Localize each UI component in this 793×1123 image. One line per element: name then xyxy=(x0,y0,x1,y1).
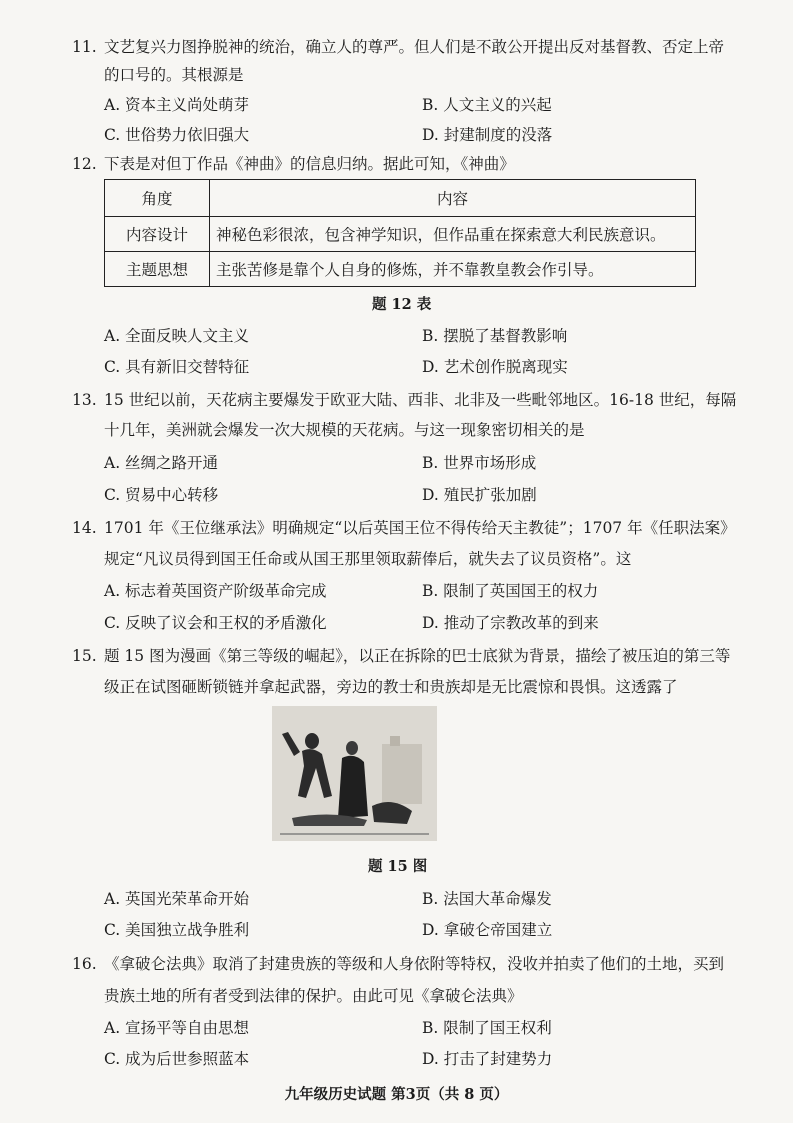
option-d[interactable]: D. 艺术创作脱离现实 xyxy=(422,358,568,376)
table-row xyxy=(105,217,696,252)
option-c[interactable]: C. 成为后世参照蓝本 xyxy=(104,1050,250,1068)
question-text: 题 15 图为漫画《第三等级的崛起》，以正在拆除的巴士底狱为背景，描绘了被压迫的第三等 xyxy=(104,647,731,665)
page-footer: 九年级历史试题 第3页（共 8 页） xyxy=(284,1086,509,1103)
option-b[interactable]: B. 摆脱了基督教影响 xyxy=(422,327,568,345)
option-a[interactable]: A. 资本主义尚处萌芽 xyxy=(104,96,250,114)
cartoon-image xyxy=(272,706,437,841)
option-a[interactable]: A. 标志着英国资产阶级革命完成 xyxy=(104,582,327,600)
option-a[interactable]: A. 丝绸之路开通 xyxy=(104,454,219,472)
question-text: 十几年，美洲就会爆发一次大规模的天花病。与这一现象密切相关的是 xyxy=(104,421,585,439)
question-text: 级正在试图砸断锁链并拿起武器，旁边的教士和贵族却是无比震惊和畏惧。这透露了 xyxy=(104,678,678,696)
question-text: 15 世纪以前，天花病主要爆发于欧亚大陆、西非、北非及一些毗邻地区。16-18 世纪，每隔 xyxy=(104,391,737,409)
table-row xyxy=(105,252,696,287)
question-text: 下表是对但丁作品《神曲》的信息归纳。据此可知，《神曲》 xyxy=(104,155,515,173)
option-c[interactable]: C. 世俗势力依旧强大 xyxy=(104,126,250,144)
option-a[interactable]: A. 宣扬平等自由思想 xyxy=(104,1019,250,1037)
table-cell: 主张苦修是靠个人自身的修炼，并不靠教皇教会作引导。 xyxy=(210,252,696,287)
option-c[interactable]: C. 反映了议会和王权的矛盾激化 xyxy=(104,614,327,632)
table-cell: 主题思想 xyxy=(105,252,210,287)
question-text: 贵族土地的所有者受到法律的保护。由此可见《拿破仑法典》 xyxy=(104,987,523,1005)
question-text: 的口号的。其根源是 xyxy=(104,66,244,84)
option-d[interactable]: D. 封建制度的没落 xyxy=(422,126,553,144)
table-header: 内容 xyxy=(210,180,696,217)
question-text: 《拿破仑法典》取消了封建贵族的等级和人身依附等特权，没收并拍卖了他们的土地，买到 xyxy=(104,955,725,973)
option-a[interactable]: A. 英国光荣革命开始 xyxy=(104,890,250,908)
option-d[interactable]: D. 推动了宗教改革的到来 xyxy=(422,614,599,632)
question-number: 16. xyxy=(72,955,97,973)
question-number: 13. xyxy=(72,391,97,409)
table-cell: 内容设计 xyxy=(105,217,210,252)
question-number: 14. xyxy=(72,519,97,537)
option-b[interactable]: B. 人文主义的兴起 xyxy=(422,96,552,114)
option-b[interactable]: B. 世界市场形成 xyxy=(422,454,537,472)
option-d[interactable]: D. 殖民扩张加剧 xyxy=(422,486,537,504)
table-header-row xyxy=(105,180,696,217)
question-number: 15. xyxy=(72,647,97,665)
option-d[interactable]: D. 打击了封建势力 xyxy=(422,1050,553,1068)
option-c[interactable]: C. 美国独立战争胜利 xyxy=(104,921,250,939)
question-number: 11. xyxy=(72,38,97,56)
table-caption: 题 12 表 xyxy=(372,296,432,313)
question-text: 1701 年《王位继承法》明确规定“以后英国王位不得传给天主教徒”；1707 年《任职法案》 xyxy=(104,519,736,537)
question-text: 文艺复兴力图挣脱神的统治，确立人的尊严。但人们是不敢公开提出反对基督教、否定上帝 xyxy=(104,38,725,56)
info-table xyxy=(104,179,696,287)
option-b[interactable]: B. 法国大革命爆发 xyxy=(422,890,552,908)
figure-caption: 题 15 图 xyxy=(368,858,428,875)
table-header: 角度 xyxy=(105,180,210,217)
cartoon-drawing xyxy=(272,706,437,841)
question-text: 规定“凡议员得到国王任命或从国王那里领取薪俸后，就失去了议员资格”。这 xyxy=(104,550,632,568)
question-number: 12. xyxy=(72,155,97,173)
option-d[interactable]: D. 拿破仑帝国建立 xyxy=(422,921,553,939)
option-b[interactable]: B. 限制了英国国王的权力 xyxy=(422,582,599,600)
option-c[interactable]: C. 贸易中心转移 xyxy=(104,486,219,504)
option-a[interactable]: A. 全面反映人文主义 xyxy=(104,327,250,345)
option-b[interactable]: B. 限制了国王权利 xyxy=(422,1019,552,1037)
table-cell: 神秘色彩很浓，包含神学知识，但作品重在探索意大利民族意识。 xyxy=(210,217,696,252)
option-c[interactable]: C. 具有新旧交替特征 xyxy=(104,358,250,376)
